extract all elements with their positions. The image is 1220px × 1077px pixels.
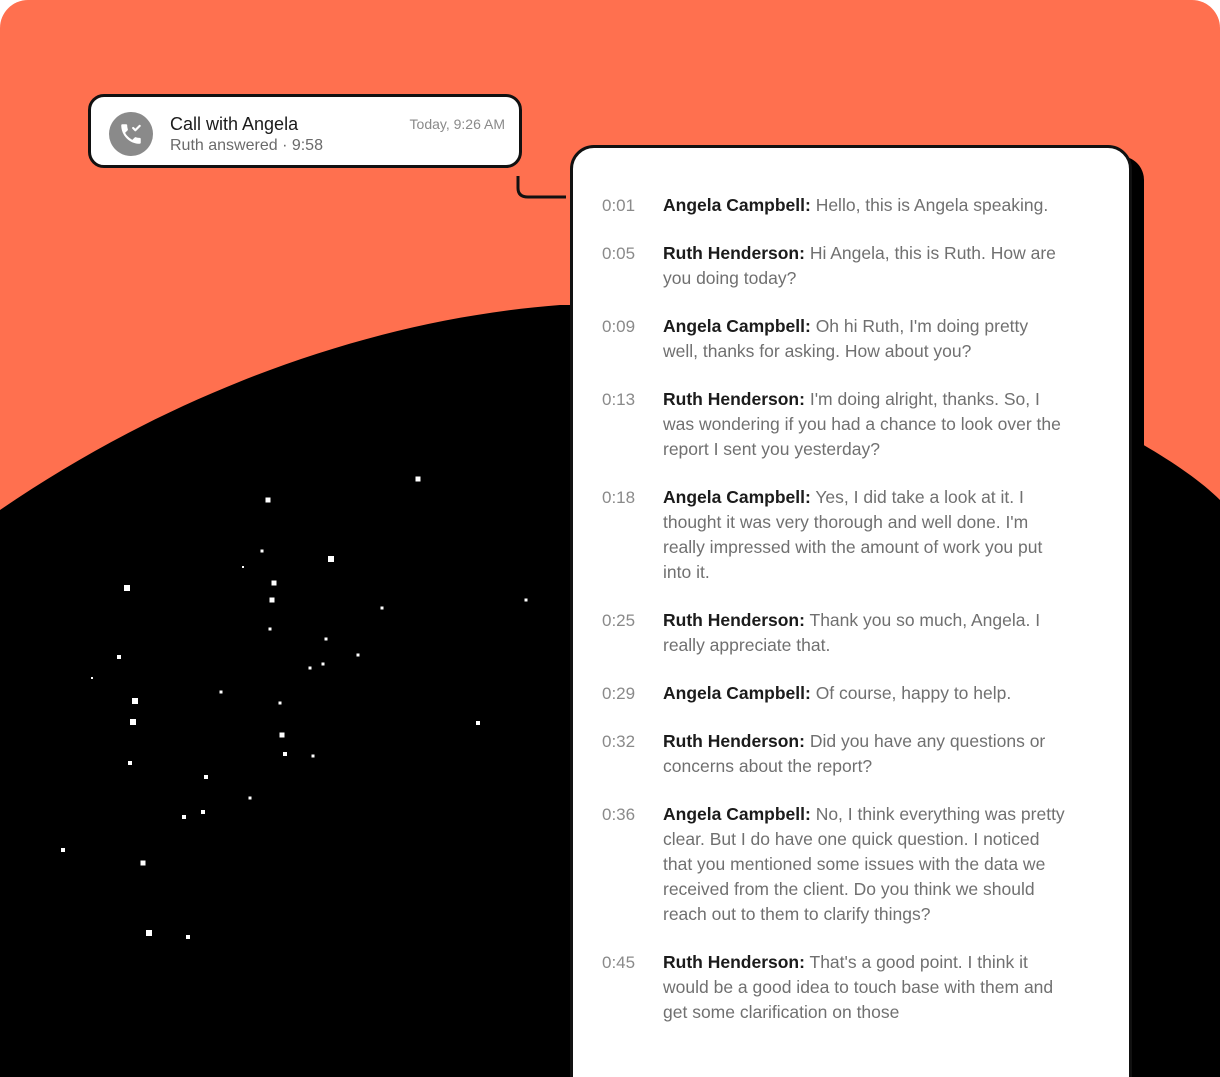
transcript-entry xyxy=(573,608,1129,658)
entry-text xyxy=(663,314,1068,364)
phone-check-icon xyxy=(109,112,153,156)
entry-speaker: Angela Campbell: xyxy=(663,683,811,703)
entry-message: Of course, happy to help. xyxy=(815,683,1012,703)
entry-timestamp: 0:32 xyxy=(602,732,636,751)
entry-message: That's a good point. I think it would be a good idea to touch base with them and get some clarification on those xyxy=(663,952,1054,1022)
entry-message: No, I think everything was pretty clear. But I do have one quick question. I noticed that you mentioned some issues with the data we received from the client. Do you think we should reach out to them to clarify things? xyxy=(663,804,1065,924)
call-title: Call with Angela xyxy=(170,114,299,134)
entry-message: Yes, I did take a look at it. I thought it was very thorough and well done. I'm really impressed with the amount of work you put into it. xyxy=(663,487,1043,582)
entry-speaker: Ruth Henderson: xyxy=(663,243,805,263)
entry-speaker: Angela Campbell: xyxy=(663,316,811,336)
transcript-panel[interactable] xyxy=(570,145,1132,1077)
entry-text xyxy=(663,729,1068,779)
entry-timestamp: 0:01 xyxy=(602,196,636,215)
entry-timestamp: 0:36 xyxy=(602,805,636,824)
transcript-entry xyxy=(573,485,1129,585)
entry-message: Oh hi Ruth, I'm doing pretty well, thanks for asking. How about you? xyxy=(663,316,1029,361)
entry-speaker: Ruth Henderson: xyxy=(663,731,805,751)
entry-timestamp: 0:25 xyxy=(602,611,636,630)
entry-timestamp: 0:13 xyxy=(602,390,636,409)
transcript-entry xyxy=(573,802,1129,927)
entry-message: Thank you so much, Angela. I really appreciate that. xyxy=(663,610,1041,655)
entry-speaker: Angela Campbell: xyxy=(663,487,811,507)
call-card[interactable] xyxy=(88,94,522,168)
entry-text xyxy=(663,387,1068,462)
entry-message: Hello, this is Angela speaking. xyxy=(815,195,1049,215)
entry-speaker: Angela Campbell: xyxy=(663,195,811,215)
entry-speaker: Ruth Henderson: xyxy=(663,610,805,630)
entry-timestamp: 0:45 xyxy=(602,953,636,972)
entry-text xyxy=(663,681,1068,706)
entry-message: I'm doing alright, thanks. So, I was wondering if you had a chance to look over the report I sent you yesterday? xyxy=(663,389,1061,459)
transcript-entry xyxy=(573,387,1129,462)
entry-text xyxy=(663,608,1068,658)
entry-speaker: Ruth Henderson: xyxy=(663,952,805,972)
entry-text xyxy=(663,241,1068,291)
entry-timestamp: 0:09 xyxy=(602,317,636,336)
entry-timestamp: 0:05 xyxy=(602,244,636,263)
call-subtitle: Ruth answered · 9:58 xyxy=(170,137,323,154)
transcript-entry xyxy=(573,241,1129,291)
entry-message: Hi Angela, this is Ruth. How are you doing today? xyxy=(663,243,1056,288)
transcript-entry xyxy=(573,193,1129,218)
entry-timestamp: 0:29 xyxy=(602,684,636,703)
entry-timestamp: 0:18 xyxy=(602,488,636,507)
entry-message: Did you have any questions or concerns about the report? xyxy=(663,731,1046,776)
entry-speaker: Ruth Henderson: xyxy=(663,389,805,409)
transcript-entry xyxy=(573,950,1129,1025)
call-timestamp: Today, 9:26 AM xyxy=(409,116,505,132)
transcript-entry xyxy=(573,314,1129,364)
transcript-list xyxy=(573,193,1129,1048)
transcript-entry xyxy=(573,729,1129,779)
transcript-entry xyxy=(573,681,1129,706)
entry-speaker: Angela Campbell: xyxy=(663,804,811,824)
entry-text xyxy=(663,802,1068,927)
entry-text xyxy=(663,485,1068,585)
entry-text xyxy=(663,193,1068,218)
entry-text xyxy=(663,950,1068,1025)
